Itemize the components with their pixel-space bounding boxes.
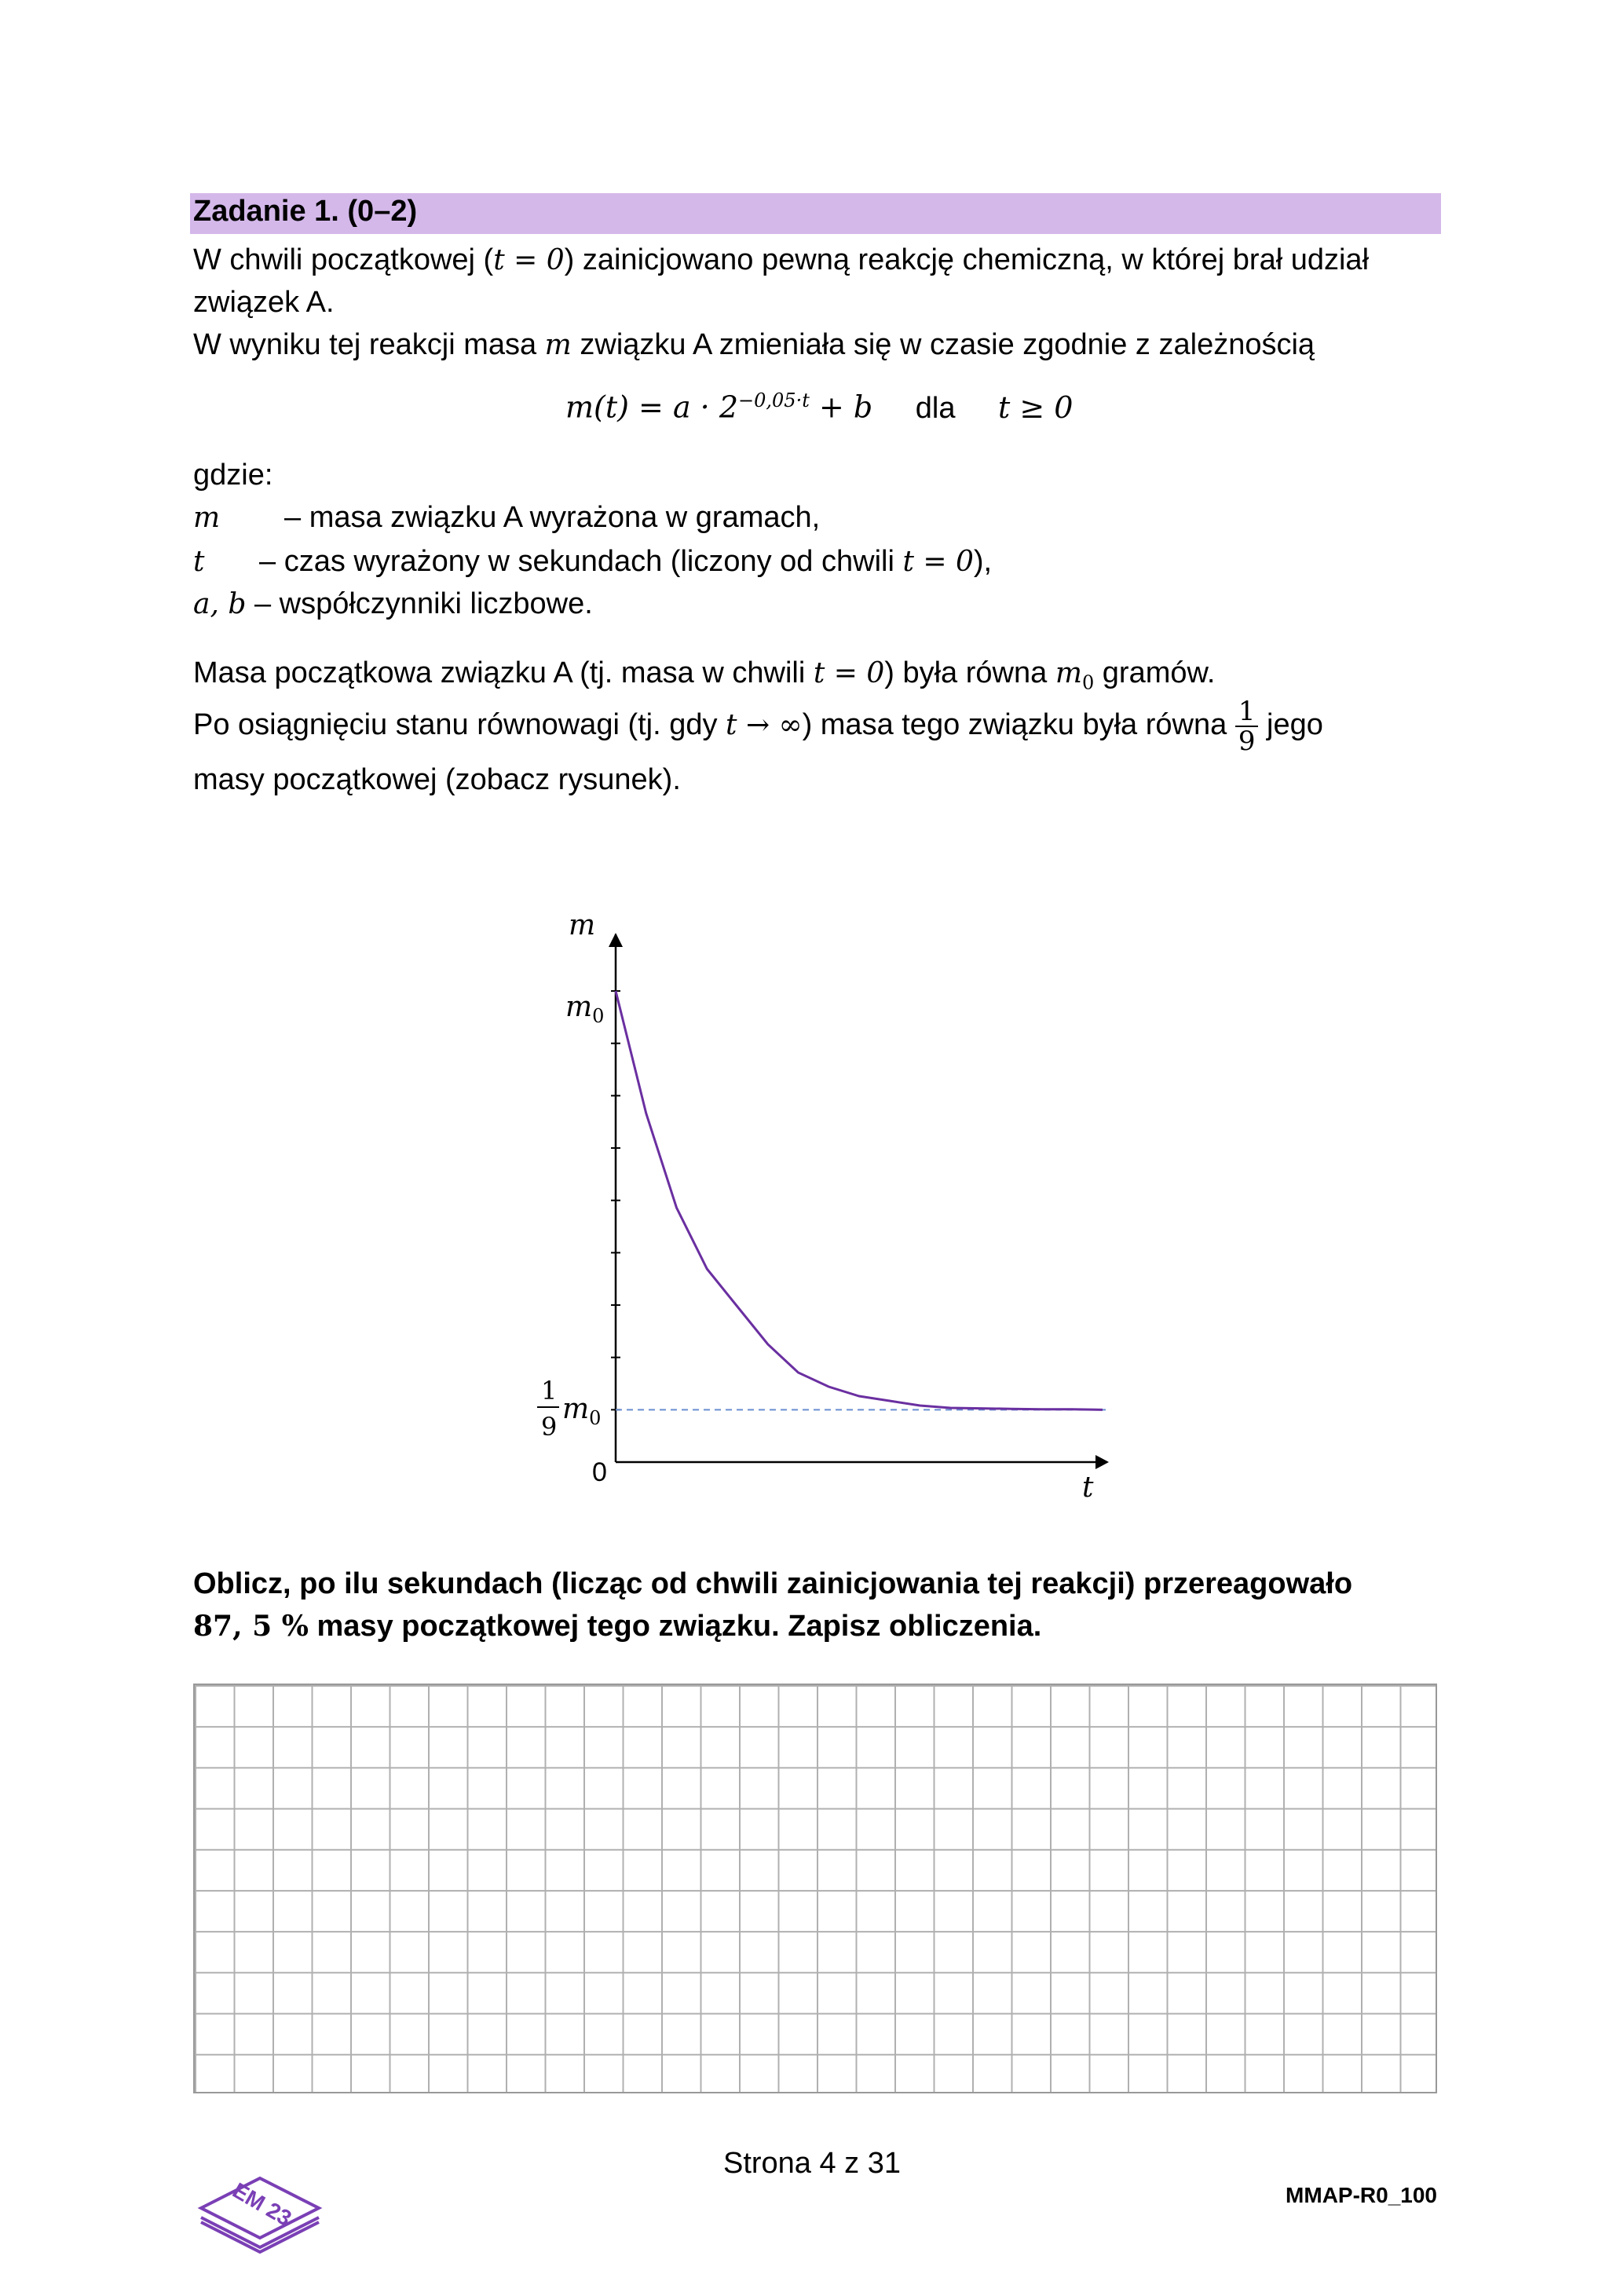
- intro-text: W wyniku tej reakcji masa: [193, 328, 545, 361]
- mass-text: jego: [1258, 708, 1323, 742]
- mass-time-chart: [518, 903, 1115, 1515]
- mass-text: gramów.: [1094, 656, 1216, 689]
- mass-text: Po osiągnięciu stanu równowagi (tj. gdy: [193, 708, 726, 742]
- exam-code: MMAP-R0_100: [1286, 2183, 1437, 2207]
- where-label: gdzie:: [193, 459, 273, 492]
- intro-text: W chwili początkowej (: [193, 243, 494, 276]
- question-line-1: Oblicz, po ilu sekundach (licząc od chwili zainicjowania tej reakcji) przereagowało: [193, 1567, 1353, 1600]
- formula-dla: dla: [915, 391, 956, 425]
- y-asym-den: 9: [541, 1412, 558, 1442]
- y-label-m0: [565, 991, 604, 1027]
- question-line-2: [193, 1610, 1041, 1643]
- desc-m: – masa związku A wyrażona w gramach,: [284, 501, 821, 534]
- formula-condition: t ≥ 0: [998, 389, 1074, 425]
- sym-m: m: [193, 502, 221, 534]
- math-m0: m: [1055, 657, 1082, 689]
- mass-text: ) była równa: [884, 656, 1055, 689]
- where-t: [193, 545, 992, 579]
- x-axis-label: t: [1082, 1472, 1094, 1504]
- y-label-m0-sub: 0: [592, 1005, 605, 1027]
- frac-num: 1: [1235, 697, 1259, 727]
- question-text: masy początkowej tego związku. Zapisz obliczenia.: [308, 1610, 1042, 1643]
- y-axis-label: m: [569, 909, 596, 941]
- math-t-inf: t → ∞: [726, 709, 803, 742]
- intro-text: związku A zmieniała się w czasie zgodnie z zależnością: [571, 328, 1315, 361]
- y-label-m0-m: m: [565, 991, 593, 1023]
- math-m: m: [544, 329, 572, 361]
- math-t0: t = 0: [902, 546, 974, 578]
- formula-lhs: m(t) = a · 2: [565, 389, 739, 425]
- mass-text: Masa początkowa związku A (tj. masa w chwili: [193, 656, 814, 689]
- formula-exponent: −0,05·t: [738, 389, 810, 411]
- desc-t: – czas wyrażony w sekundach (liczony od chwili: [259, 545, 903, 578]
- math-m0-sub: 0: [1081, 671, 1095, 694]
- origin-label: 0: [592, 1457, 607, 1487]
- sym-t: t: [193, 546, 205, 578]
- page-number: Strona 4 z 31: [722, 2147, 902, 2180]
- desc-ab: – współczynniki liczbowe.: [246, 587, 593, 620]
- y-asym-m-sub: 0: [589, 1407, 602, 1429]
- y-asym-num: 1: [541, 1376, 558, 1406]
- mass-line-2: [193, 697, 1323, 755]
- mass-line-3: masy początkowej (zobacz rysunek).: [193, 763, 681, 796]
- math-t0: t = 0: [813, 657, 885, 689]
- logo-text: EM 23: [228, 2177, 296, 2231]
- mass-text: ) masa tego związku była równa: [802, 708, 1235, 742]
- y-axis-arrow: [609, 933, 623, 947]
- task-title: Zadanie 1. (0–2): [193, 195, 418, 228]
- x-axis-arrow: [1095, 1455, 1109, 1469]
- question-percent: 87, 5 %: [193, 1610, 309, 1643]
- intro-line-3: [193, 328, 1315, 362]
- intro-line-2: związek A.: [193, 286, 335, 319]
- intro-line-1: [193, 243, 1369, 277]
- answer-grid[interactable]: [193, 1684, 1437, 2093]
- mass-line-1: [193, 656, 1215, 694]
- intro-text: ) zainicjowano pewną reakcję chemiczną, w której brał udział: [564, 243, 1370, 276]
- where-ab: [193, 587, 593, 621]
- desc-t-end: ),: [973, 545, 993, 578]
- frac-den: 9: [1238, 726, 1256, 757]
- formula-rhs: + b: [809, 389, 873, 425]
- y-asym-m-text: m: [562, 1393, 590, 1425]
- where-m: [193, 501, 820, 535]
- formula: [565, 389, 1073, 426]
- fraction-1-9: [1235, 697, 1259, 755]
- y-asym-m: [562, 1393, 601, 1429]
- math-t0: t = 0: [493, 244, 565, 276]
- sym-ab: a, b: [193, 588, 247, 620]
- curve-m-of-t: [616, 991, 1103, 1409]
